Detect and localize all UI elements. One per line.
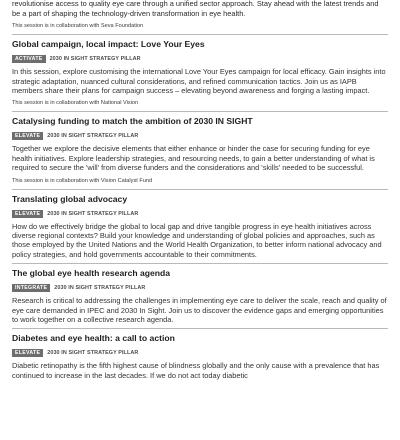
session-diabetes-eye-health xyxy=(12,329,388,381)
pillar-label: 2030 IN SIGHT STRATEGY PILLAR xyxy=(47,350,139,357)
session-title: Catalysing funding to match the ambition of 2030 IN SIGHT xyxy=(12,116,253,127)
session-description: Research is critical to addressing the challenges in implementing eye care to deliver the scale, reach and quality of eye care demanded in IPEC and 2030 In Sight. Join us to discover the evidence gaps and emerging opportunities to work together on a collective research agenda. xyxy=(12,296,387,325)
pillar-label: 2030 IN SIGHT STRATEGY PILLAR xyxy=(47,210,139,217)
intro-session xyxy=(12,0,388,30)
pillar-tag xyxy=(12,349,388,357)
session-love-your-eyes xyxy=(12,35,388,107)
pillar-tag xyxy=(12,55,388,63)
pillar-badge: ACTIVATE xyxy=(12,55,46,63)
session-title: The global eye health research agenda xyxy=(12,268,171,279)
session-title: Translating global advocacy xyxy=(12,193,128,204)
session-title: Global campaign, local impact: Love Your Eyes xyxy=(12,39,205,50)
session-description: Together we explore the decisive elements that either enhance or hinder the case for securing funding for eye health initiatives. Explore leadership strategies, and resourcing needs, to gain a better understanding of what is required to secure the 'will' from diverse funders and the considerations and 'skills' needed to be successful. xyxy=(12,144,375,173)
pillar-label: 2030 IN SIGHT STRATEGY PILLAR xyxy=(54,285,146,292)
pillar-tag xyxy=(12,132,388,140)
pillar-badge: ELEVATE xyxy=(12,349,43,357)
pillar-tag xyxy=(12,210,388,218)
intro-description: revolutionise access to quality eye care through a unified sector approach. Stay ahead with the latest trends and be a part of shaping the technology-driven transformation in eye health. xyxy=(12,0,379,18)
session-research-agenda xyxy=(12,264,388,324)
session-description: In this session, explore customising the international Love Your Eyes campaign for local efficacy. Gain insights into strategic adaptation, nuanced cultural considerations, and refined communication tactics. Join us as IAPB members share their plans for campaign success – elevating beyond awareness and forging a lasting impact. xyxy=(12,67,386,95)
pillar-tag xyxy=(12,284,388,292)
pillar-label: 2030 IN SIGHT STRATEGY PILLAR xyxy=(47,133,139,140)
collaboration-note: This session is in collaboration with Vision Catalyst Fund xyxy=(12,177,153,184)
intro-collaboration-note: This session is in collaboration with Seva Foundation xyxy=(12,23,144,30)
session-description: Diabetic retinopathy is the fifth highest cause of blindness globally and the only cause with a prevalence that has continued to increase in the last decades. If we do not act today diabetic xyxy=(12,361,380,380)
session-title: Diabetes and eye health: a call to action xyxy=(12,333,175,344)
pillar-badge: ELEVATE xyxy=(12,132,43,140)
collaboration-note: This session is in collaboration with National Vision xyxy=(12,100,139,107)
pillar-label: 2030 IN SIGHT STRATEGY PILLAR xyxy=(49,56,141,63)
pillar-badge: ELEVATE xyxy=(12,210,43,218)
session-catalysing-funding xyxy=(12,112,388,184)
session-description: How do we effectively bridge the global to local gap and drive tangible progress in eye health initiatives across diverse regional contexts? Build your knowledge and understanding of global policies and approaches, such as those employed by the United Nations and the World Health Organization, to better inform national advocacy and policy strategies, and hold governments accountable to their commitments. xyxy=(12,221,382,259)
pillar-badge: INTEGRATE xyxy=(12,284,50,292)
session-translating-advocacy xyxy=(12,190,388,260)
